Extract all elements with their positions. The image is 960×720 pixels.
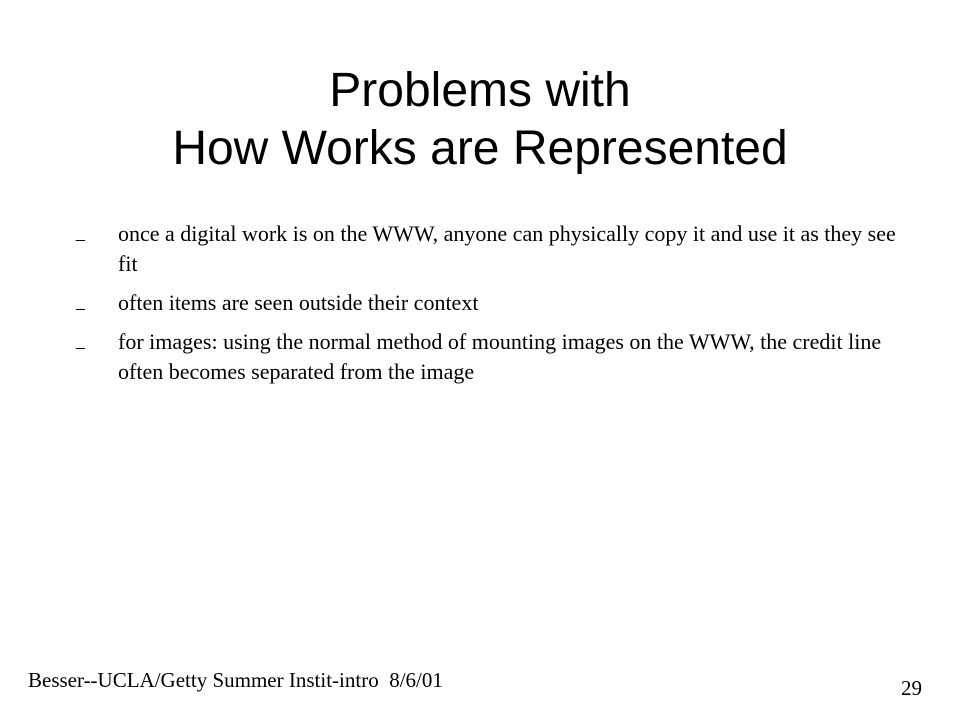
- slide-title-line-2: How Works are Represented: [172, 122, 788, 175]
- bullet-item-images: [76, 327, 896, 387]
- bullet-marker: _: [76, 294, 85, 311]
- bullet-text-images: for images: using the normal method of mounting images on the WWW, the credit line often becomes separated from the image: [118, 329, 882, 384]
- page-number: 29: [901, 676, 922, 700]
- slide-title-line-1: Problems with: [329, 64, 631, 117]
- bullet-text-copying: once a digital work is on the WWW, anyone can physically copy it and use it as they see fit: [118, 221, 896, 276]
- slide-title: [0, 62, 960, 178]
- bullet-item-copying: [76, 219, 896, 279]
- bullet-item-context: [76, 288, 896, 318]
- slide-footer: Besser--UCLA/Getty Summer Instit-intro 8/6/01: [28, 668, 443, 692]
- bullet-marker: _: [76, 333, 85, 350]
- bullet-marker: _: [76, 225, 85, 242]
- bullet-text-context: often items are seen outside their context: [118, 290, 479, 315]
- bullet-list: [76, 219, 896, 396]
